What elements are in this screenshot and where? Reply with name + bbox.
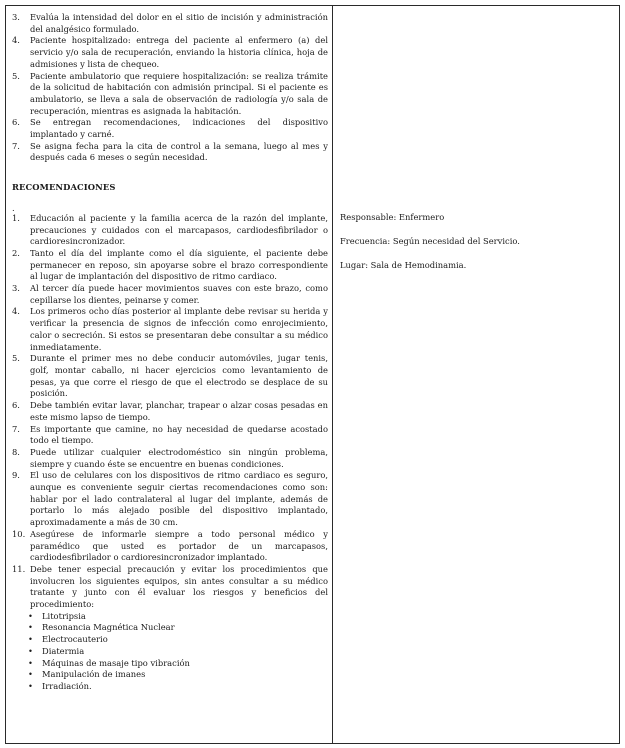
item-text: Evalúa la intensidad del dolor en el sitio de incisión y administración del analgésico formulado. xyxy=(30,12,328,34)
item-text: Al tercer día puede hacer movimientos suaves con este brazo, como cepillarse los dientes, peinarse y comer. xyxy=(30,283,328,305)
item-number: 11. xyxy=(12,563,26,574)
item-text: El uso de celulares con los dispositivos de ritmo cardiaco es seguro, aunque es conveniente seguir ciertas recomendaciones como son: hablar por el lado contralateral al lugar del implante, además de portarlo lo más alejado posible del dispositivo implantado, aproximadamente a más de 30 cm. xyxy=(30,470,328,528)
bullet-icon: • xyxy=(28,645,33,656)
item-number: 5. xyxy=(12,353,20,364)
responsible-label: Responsable: Enfermero xyxy=(340,212,445,222)
list-item xyxy=(12,141,328,164)
frequency-label: Frecuencia: Según necesidad del Servicio. xyxy=(340,236,520,247)
list-item xyxy=(12,611,328,623)
item-text: Debe también evitar lavar, planchar, trapear o alzar cosas pesadas en este mismo lapso de tiempo. xyxy=(30,400,328,422)
list-item xyxy=(12,529,328,564)
item-text: Educación al paciente y la familia acerca de la razón del implante, precauciones y cuidados con el marcapasos, cardiodesfibrilador o cardioresincronizador. xyxy=(30,212,328,247)
procedures-list xyxy=(12,611,328,693)
item-number: 6. xyxy=(12,400,20,411)
list-item xyxy=(12,447,328,470)
item-number: 6. xyxy=(12,117,20,128)
procedure-name: Litotripsia xyxy=(42,610,86,621)
list-item xyxy=(12,306,328,353)
item-number: 4. xyxy=(12,35,20,46)
item-number: 4. xyxy=(12,306,20,317)
item-text: Se entregan recomendaciones, indicaciones del dispositivo implantado y carné. xyxy=(30,117,328,140)
item-text: Paciente ambulatorio que requiere hospitalización: se realiza trámite de la solicitud de habitación con admisión principal. Si el paciente es ambulatorio, se lleva a sala de observación de radiología y/o sala de recuperación, mientras es asignada la habitación. xyxy=(30,70,328,116)
list-item xyxy=(12,564,328,611)
recommendations-list xyxy=(12,213,328,611)
item-number: 2. xyxy=(12,247,20,258)
procedure-name: Manipulación de imanes xyxy=(42,669,146,680)
procedure-column xyxy=(12,12,328,693)
column-divider xyxy=(332,6,333,743)
bullet-icon: • xyxy=(28,657,33,668)
list-item xyxy=(12,213,328,248)
item-text: Durante el primer mes no debe conducir automóviles, jugar tenis, golf, montar caballo, ni hacer ejercicios como levantamiento de pesas, ya que corre el riesgo de que el electrodo se desplace de su posición. xyxy=(30,353,328,399)
list-item xyxy=(12,400,328,423)
bullet-icon: • xyxy=(28,680,33,691)
item-text: Se asigna fecha para la cita de control a la semana, luego al mes y después cada 6 meses o según necesidad. xyxy=(30,140,328,163)
bullet-icon: • xyxy=(28,622,33,633)
meta-column xyxy=(340,212,616,285)
item-text: Debe tener especial precaución y evitar los procedimientos que involucren los siguientes equipos, sin antes consultar a su médico tratante y junto con él evaluar los riesgos y beneficios del procedimiento: xyxy=(30,563,328,610)
list-item xyxy=(12,681,328,693)
bullet-icon: • xyxy=(28,610,33,621)
bullet-icon: • xyxy=(28,634,33,645)
list-item xyxy=(12,424,328,447)
list-item xyxy=(12,353,328,400)
item-text: Puede utilizar cualquier electrodoméstico sin ningún problema, siempre y cuando éste se encuentre en buenas condiciones. xyxy=(30,446,328,469)
list-item xyxy=(12,248,328,283)
recommendations-heading: RECOMENDACIONES xyxy=(12,182,116,193)
procedure-name: Resonancia Magnética Nuclear xyxy=(42,622,175,633)
item-number: 10. xyxy=(12,528,26,539)
list-item xyxy=(12,658,328,670)
procedure-name: Diatermia xyxy=(42,645,85,656)
list-item xyxy=(12,622,328,634)
item-number: 3. xyxy=(12,283,20,294)
item-number: 3. xyxy=(12,12,20,22)
list-item xyxy=(12,71,328,118)
item-number: 7. xyxy=(12,423,20,434)
item-text: Paciente hospitalizado: entrega del paciente al enfermero (a) del servicio y/o sala de recuperación, enviando la historia clínica, hoja de admisiones y lista de chequeo. xyxy=(30,35,328,69)
bullet-icon: • xyxy=(28,669,33,680)
procedure-name: Irradiación. xyxy=(42,680,92,691)
item-number: 1. xyxy=(12,212,20,223)
item-text: Tanto el día del implante como el día siguiente, el paciente debe permanecer en reposo, sin apoyarse sobre el brazo correspondiente al lugar de implantación del dispositivo de ritmo cardiaco. xyxy=(30,247,328,282)
list-item xyxy=(12,12,328,35)
list-item xyxy=(12,283,328,306)
procedure-name: Máquinas de masaje tipo vibración xyxy=(42,657,190,668)
document-table xyxy=(5,5,620,744)
list-item xyxy=(12,669,328,681)
intro-list xyxy=(12,12,328,164)
item-text: Asegúrese de informarle siempre a todo personal médico y paramédico que usted es portador de un marcapasos, cardiodesfibrilador o cardioresincronizador implantado. xyxy=(30,528,328,563)
list-item xyxy=(12,470,328,529)
item-number: 5. xyxy=(12,70,20,81)
procedure-name: Electrocauterio xyxy=(42,634,108,645)
item-number: 9. xyxy=(12,470,20,481)
list-item xyxy=(12,634,328,646)
item-number: 8. xyxy=(12,446,20,457)
list-item xyxy=(12,35,328,70)
place-label: Lugar: Sala de Hemodinamia. xyxy=(340,260,467,271)
item-text: Es importante que camine, no hay necesidad de quedarse acostado todo el tiempo. xyxy=(30,423,328,446)
item-text: Los primeros ocho días posterior al implante debe revisar su herida y verificar la presencia de signos de infección como enrojecimiento, calor o secreción. Si estos se presentaran debe consultar a su médico inmediatamente. xyxy=(30,306,328,352)
list-item xyxy=(12,117,328,140)
item-number: 7. xyxy=(12,140,20,151)
list-item xyxy=(12,646,328,658)
stray-mark: . xyxy=(12,202,15,213)
